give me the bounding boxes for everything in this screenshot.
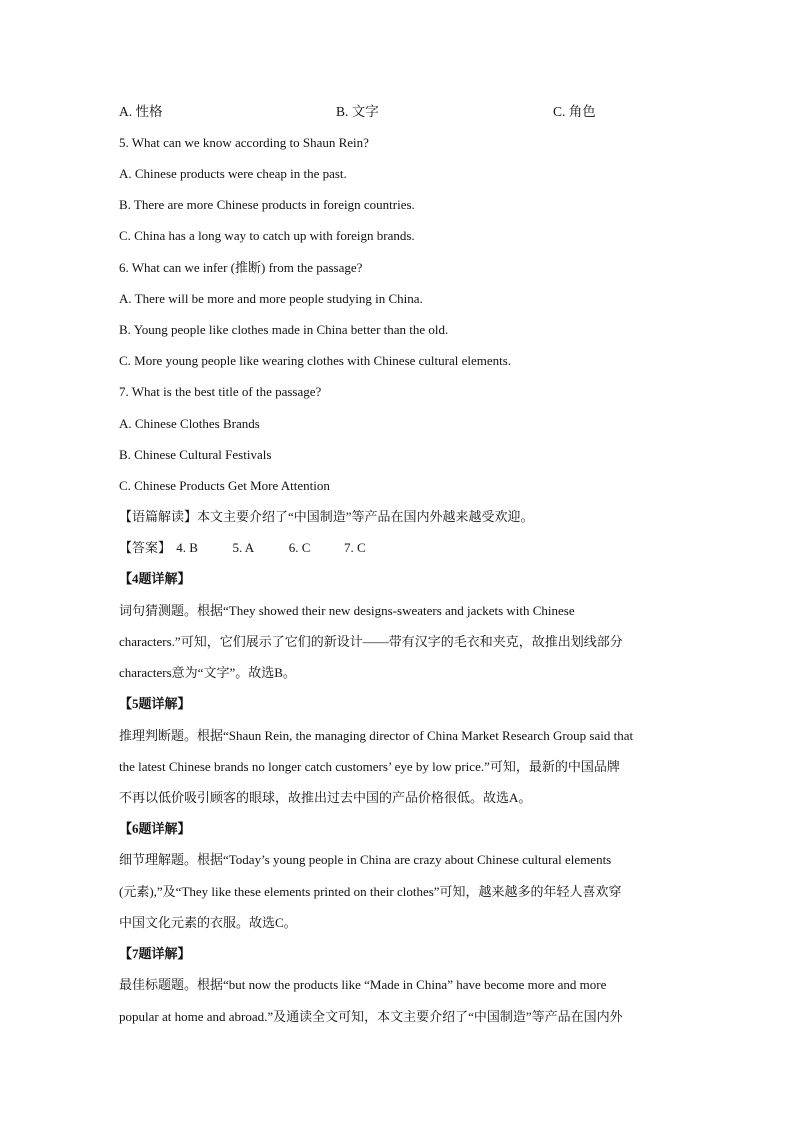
- question-6: 6. What can we infer (推断) from the passage?: [119, 260, 363, 275]
- detail-7-heading: 【7题详解】: [119, 946, 191, 961]
- detail-5-line: the latest Chinese brands no longer catch customers’ eye by low price.”可知，最新的中国品牌: [119, 759, 620, 774]
- detail-7-line: popular at home and abroad.”及通读全文可知，本文主要介绍了“中国制造”等产品在国内外: [119, 1009, 623, 1024]
- question-5: 5. What can we know according to Shaun Rein?: [119, 135, 369, 150]
- detail-5-heading: 【5题详解】: [119, 696, 191, 711]
- q7-option-c: C. Chinese Products Get More Attention: [119, 478, 330, 493]
- option-b: B. 文字: [336, 104, 379, 119]
- detail-4-heading: 【4题详解】: [119, 571, 191, 586]
- answer-key: [119, 539, 366, 557]
- q6-option-b: B. Young people like clothes made in China better than the old.: [119, 322, 449, 337]
- detail-6-heading: 【6题详解】: [119, 821, 191, 836]
- detail-4-line: 词句猜测题。根据“They showed their new designs-sweaters and jackets with Chinese: [119, 603, 575, 618]
- q5-option-a: A. Chinese products were cheap in the past.: [119, 166, 347, 181]
- question-4-options: [0, 103, 794, 121]
- detail-5-line: 推理判断题。根据“Shaun Rein, the managing director of China Market Research Group said that: [119, 728, 634, 743]
- q7-option-b: B. Chinese Cultural Festivals: [119, 447, 272, 462]
- answer-label: 【答案】: [119, 540, 172, 555]
- option-a: A. 性格: [119, 104, 163, 119]
- answer-item: 5. A: [232, 540, 255, 555]
- detail-7-line: 最佳标题题。根据“but now the products like “Made in China” have become more and more: [119, 977, 607, 992]
- answer-item: 6. C: [288, 540, 311, 555]
- q5-option-c: C. China has a long way to catch up with foreign brands.: [119, 228, 415, 243]
- q6-option-c: C. More young people like wearing clothes with Chinese cultural elements.: [119, 353, 512, 368]
- question-7: 7. What is the best title of the passage?: [119, 384, 322, 399]
- detail-4-line: characters.”可知，它们展示了它们的新设计——带有汉字的毛衣和夹克，故推出划线部分: [119, 634, 623, 649]
- q5-option-b: B. There are more Chinese products in foreign countries.: [119, 197, 415, 212]
- answer-item: 4. B: [176, 540, 198, 555]
- q6-option-a: A. There will be more and more people studying in China.: [119, 291, 423, 306]
- detail-4-line: characters意为“文字”。故选B。: [119, 665, 296, 680]
- option-c: C. 角色: [553, 104, 596, 119]
- answer-item: 7. C: [344, 540, 366, 555]
- detail-5-line: 不再以低价吸引顾客的眼球，故推出过去中国的产品价格很低。故选A。: [119, 790, 532, 805]
- q7-option-a: A. Chinese Clothes Brands: [119, 416, 260, 431]
- detail-6-line: 中国文化元素的衣服。故选C。: [119, 915, 297, 930]
- passage-summary: 【语篇解读】本文主要介绍了“中国制造”等产品在国内外越来越受欢迎。: [119, 509, 534, 524]
- detail-6-line: 细节理解题。根据“Today’s young people in China are crazy about Chinese cultural elements: [119, 852, 612, 867]
- detail-6-line: (元素),”及“They like these elements printed on their clothes”可知，越来越多的年轻人喜欢穿: [119, 884, 622, 899]
